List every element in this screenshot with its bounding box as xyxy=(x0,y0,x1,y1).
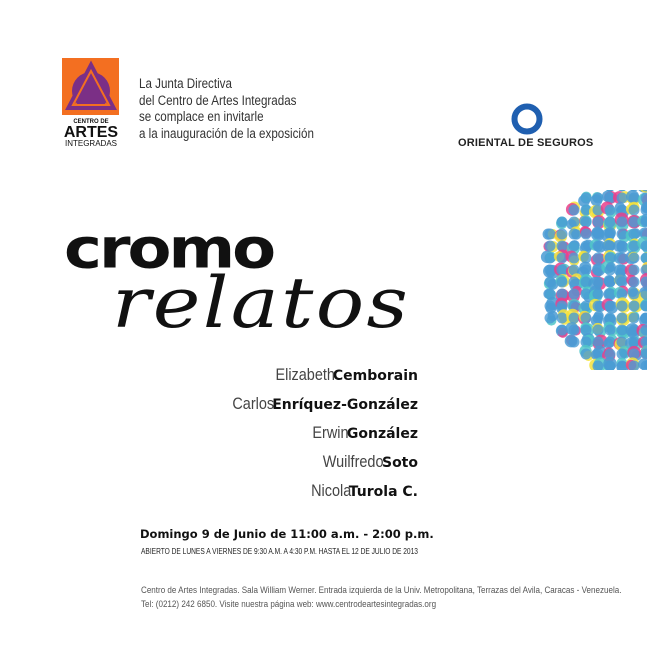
artist-last-name: Soto xyxy=(381,455,418,471)
pattern-dot xyxy=(545,265,556,276)
centro-artes-integradas-logo xyxy=(61,57,125,149)
invitation-line: del Centro de Artes Integradas xyxy=(139,92,297,108)
artist-row xyxy=(225,389,418,418)
pattern-dot xyxy=(617,217,628,228)
pattern-dot xyxy=(569,325,580,336)
pattern-dot xyxy=(593,337,604,348)
pattern-dot xyxy=(593,241,604,252)
pattern-dot xyxy=(557,217,568,228)
dot-pattern-graphic xyxy=(500,190,647,370)
artist-first-name: Carlos xyxy=(232,394,275,413)
pattern-dot xyxy=(605,229,616,240)
pattern-dot xyxy=(629,253,640,264)
pattern-dot xyxy=(641,253,647,264)
invitation-line: se complace en invitarle xyxy=(139,109,264,124)
pattern-dot xyxy=(605,325,616,336)
logo-emblem-icon xyxy=(61,57,125,149)
logo-line2: ARTES xyxy=(63,124,119,141)
pattern-dot xyxy=(569,313,580,324)
pattern-dot xyxy=(629,277,640,288)
pattern-dot xyxy=(569,253,580,264)
pattern-dot xyxy=(557,277,568,288)
pattern-dot xyxy=(629,205,640,216)
event-date: Domingo 9 de Junio de 11:00 a.m. - 2:00 p.m. xyxy=(140,527,434,541)
pattern-dot xyxy=(581,217,592,228)
pattern-dot xyxy=(593,289,604,300)
pattern-dot xyxy=(569,205,580,216)
artist-list xyxy=(225,360,418,505)
pattern-dot xyxy=(605,277,616,288)
title-cromo: cromo xyxy=(64,217,274,282)
pattern-dot xyxy=(629,229,640,240)
pattern-dot xyxy=(545,277,556,288)
artist-first-name: Erwin xyxy=(312,423,349,442)
pattern-dot xyxy=(569,337,580,348)
event-hours: ABIERTO DE LUNES A VIERNES DE 9:30 A.M. A 4:30 P.M. HASTA EL 12 DE JULIO DE 2013 xyxy=(141,546,418,556)
logo-line1: CENTRO DE xyxy=(73,119,109,125)
pattern-dot xyxy=(605,289,616,300)
pattern-dot xyxy=(557,313,568,324)
sponsor-ring-icon xyxy=(510,102,544,136)
pattern-dot xyxy=(629,289,640,300)
artist-last-name: Turola C. xyxy=(348,484,418,500)
footer-address xyxy=(141,584,621,612)
pattern-dot xyxy=(593,193,604,204)
invitation-line: La Junta Directiva xyxy=(139,76,232,91)
artist-last-name: Enríquez-González xyxy=(272,397,418,413)
pattern-dot xyxy=(581,229,592,240)
pattern-dot xyxy=(629,313,640,324)
invitation-text xyxy=(139,76,328,142)
pattern-dot xyxy=(569,229,580,240)
pattern-dot xyxy=(569,277,580,288)
logo-line3: INTEGRADAS xyxy=(64,139,118,148)
sponsor-name: ORIENTAL DE SEGUROS xyxy=(458,137,594,149)
artist-row xyxy=(225,476,418,505)
pattern-dot xyxy=(617,301,628,312)
artist-last-name: González xyxy=(346,426,418,442)
pattern-dot xyxy=(545,253,556,264)
pattern-dot xyxy=(629,265,640,276)
pattern-dot xyxy=(581,313,592,324)
pattern-dot xyxy=(545,301,556,312)
pattern-dot xyxy=(545,241,556,252)
artist-last-name: Cemborain xyxy=(332,368,418,384)
pattern-dot xyxy=(569,289,580,300)
footer-line: Tel: (0212) 242 6850. Visite nuestra página web: www.centrodeartesintegradas.org xyxy=(141,599,437,610)
artist-row xyxy=(225,360,418,389)
pattern-dot xyxy=(593,313,604,324)
pattern-dot xyxy=(617,313,628,324)
artist-first-name: Wuilfredo xyxy=(323,452,384,471)
pattern-dot xyxy=(581,349,592,360)
artist-first-name: Nicola xyxy=(310,481,351,500)
pattern-dot xyxy=(605,301,616,312)
artist-row xyxy=(225,418,418,447)
artist-first-name: Elizabeth xyxy=(275,365,335,384)
pattern-dot xyxy=(617,241,628,252)
pattern-dot xyxy=(605,217,616,228)
pattern-dot xyxy=(605,205,616,216)
pattern-dot xyxy=(581,193,592,204)
pattern-dot xyxy=(593,217,604,228)
title-relatos: relatos xyxy=(112,262,411,344)
pattern-dot xyxy=(569,217,580,228)
pattern-dot xyxy=(593,325,604,336)
invitation-line: a la inauguración de la exposición xyxy=(139,125,314,141)
pattern-dot xyxy=(617,193,628,204)
pattern-dot xyxy=(605,265,616,276)
pattern-dot xyxy=(593,253,604,264)
pattern-dot xyxy=(557,229,568,240)
pattern-dot xyxy=(545,229,556,240)
footer-line: Centro de Artes Integradas. Sala William Werner. Entrada izquierda de la Univ. Metropolitana, Terrazas del Avila, Caracas - Venezuela. xyxy=(141,585,622,596)
artist-row xyxy=(225,447,418,476)
pattern-dot xyxy=(545,313,556,324)
pattern-dot xyxy=(569,241,580,252)
pattern-dot xyxy=(581,265,592,276)
pattern-dot xyxy=(629,301,640,312)
pattern-dot xyxy=(557,265,568,276)
